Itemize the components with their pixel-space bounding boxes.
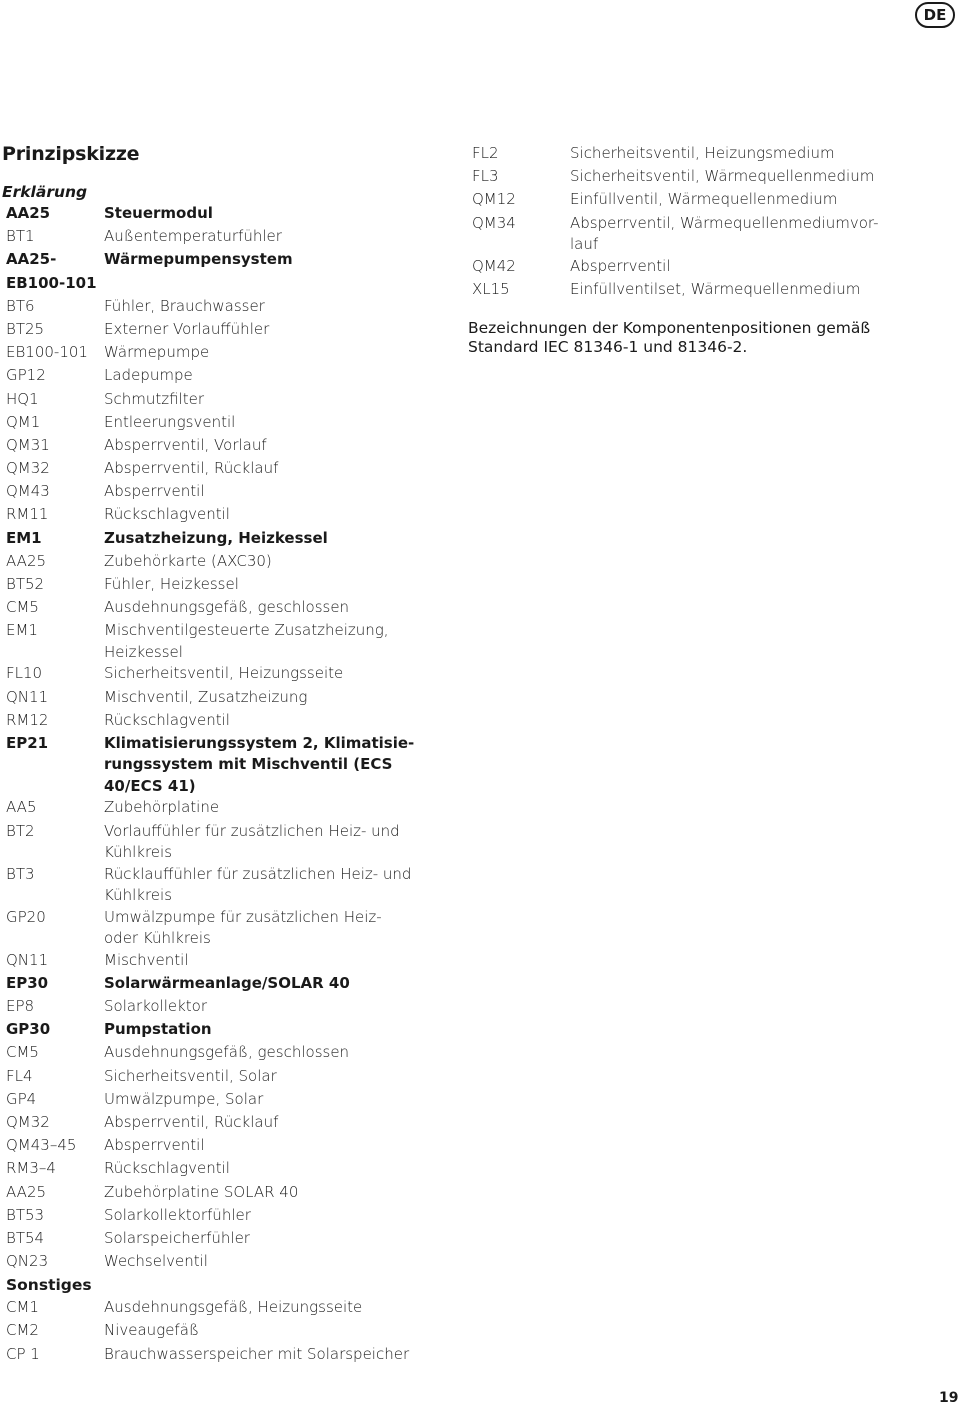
component-code: BT53 [6, 1205, 45, 1224]
component-code: QN11 [6, 687, 49, 706]
legend-continued-column [466, 143, 906, 357]
legend-row [0, 389, 440, 412]
component-description: Absperrventil [104, 1136, 205, 1155]
legend-row [0, 1344, 440, 1367]
legend-row [0, 1089, 440, 1112]
legend-continued-list [466, 143, 906, 302]
component-code: FL10 [6, 664, 43, 683]
component-code: QM31 [6, 435, 50, 454]
component-code: EP21 [6, 733, 49, 752]
legend-row [0, 687, 440, 710]
legend-row [0, 907, 440, 950]
component-code: CM1 [6, 1298, 39, 1317]
component-code: FL3 [472, 167, 499, 186]
component-code: AA25 [6, 1182, 47, 1201]
component-code: QN23 [6, 1252, 49, 1271]
component-description: Außentemperaturfühler [104, 227, 282, 246]
component-description: Umwälzpumpe für zusätzlichen Heiz- oder Kühlkreis [104, 907, 382, 948]
component-description: Ausdehnungsgefäß, geschlossen [104, 1043, 350, 1062]
component-description: Mischventil, Zusatzheizung [104, 687, 308, 706]
component-description: Absperrventil [104, 482, 205, 501]
component-code: QM32 [6, 1112, 50, 1131]
component-description: Fühler, Heizkessel [104, 575, 239, 593]
legend-row [466, 256, 906, 279]
component-code: BT3 [6, 864, 35, 883]
component-code: EP8 [6, 997, 35, 1015]
legend-row [0, 226, 440, 249]
legend-row [466, 166, 906, 189]
legend-row [0, 597, 440, 620]
component-description: Solarspeicherfühler [104, 1228, 250, 1247]
legend-row [0, 1158, 440, 1181]
legend-row [0, 1320, 440, 1343]
component-code: XL15 [472, 279, 510, 298]
component-description: Absperrventil, Vorlauf [104, 435, 267, 454]
component-description: Fühler, Brauchwasser [104, 296, 265, 315]
component-description: Zubehörplatine [104, 798, 220, 817]
component-description: Niveaugefäß [104, 1321, 200, 1340]
component-description: Rückschlagventil [104, 1159, 230, 1178]
component-description: Zubehörplatine SOLAR 40 [104, 1182, 299, 1201]
legend-row [0, 249, 440, 272]
legend-row [0, 1019, 440, 1042]
legend-row [0, 1297, 440, 1320]
page-number: 19 [939, 1390, 959, 1406]
component-description: Brauchwasserspeicher mit Solarspeicher [104, 1344, 410, 1363]
legend-row [0, 273, 440, 296]
component-description: Einfüllventilset, Wärmequellenmedium [570, 279, 861, 298]
component-description: Ausdehnungsgefäß, Heizungsseite [104, 1298, 363, 1317]
component-description: Wärmepumpe [104, 343, 210, 362]
component-description: Rückschlagventil [104, 710, 230, 729]
component-code: CP 1 [6, 1344, 40, 1363]
component-code: HQ1 [6, 389, 39, 408]
legend-list [0, 203, 440, 1274]
component-description: Wärmepumpensystem [104, 250, 293, 269]
legend-heading: Erklärung [2, 183, 88, 201]
legend-row [0, 481, 440, 504]
component-description: Mischventil [104, 950, 189, 969]
component-description: Absperrventil, Rücklauf [104, 459, 279, 478]
component-description: Vorlauffühler für zusätzlichen Heiz- und Kühlkreis [104, 821, 400, 862]
component-code: GP4 [6, 1089, 37, 1108]
component-code: BT25 [6, 319, 45, 338]
legend-row [466, 189, 906, 212]
component-code: BT52 [6, 575, 45, 593]
legend-row [0, 1251, 440, 1274]
component-description: Umwälzpumpe, Solar [104, 1089, 264, 1108]
component-code: EP30 [6, 973, 49, 992]
page-title: Prinzipskizze [2, 143, 140, 165]
component-code: EB100-101 [6, 343, 88, 362]
legend-row [0, 1112, 440, 1135]
component-code: QM43–45 [6, 1136, 77, 1155]
legend-row [0, 864, 440, 907]
legend-row [0, 551, 440, 574]
component-description: Zubehörkarte (AXC30) [104, 551, 272, 570]
legend-row [0, 710, 440, 733]
component-code: EB100-101 [6, 273, 97, 292]
component-description: Ausdehnungsgefäß, geschlossen [104, 598, 350, 617]
component-description: Steuermodul [104, 204, 213, 222]
component-code: BT1 [6, 227, 35, 246]
legend-row [0, 1042, 440, 1065]
component-description: Klimatisierungssystem 2, Klimatisie-rungssystem mit Mischventil (ECS 40/ECS 41) [104, 733, 415, 795]
component-code: AA5 [6, 798, 37, 817]
component-code: QM34 [472, 213, 516, 232]
legend-row [466, 279, 906, 302]
component-code: BT6 [6, 296, 35, 315]
component-code: BT2 [6, 821, 35, 840]
component-code: AA25- [6, 250, 57, 269]
component-code: AA25 [6, 204, 51, 222]
legend-row [0, 733, 440, 798]
component-description: Sicherheitsventil, Solar [104, 1066, 277, 1085]
legend-row [0, 1135, 440, 1158]
legend-row [0, 620, 440, 663]
component-code: EM1 [6, 528, 42, 547]
legend-row [466, 143, 906, 166]
legend-row [0, 365, 440, 388]
component-description: Rückschlagventil [104, 505, 230, 524]
other-list [0, 1297, 440, 1367]
component-description: Zusatzheizung, Heizkessel [104, 528, 328, 547]
component-code: CM2 [6, 1321, 39, 1340]
component-description: Pumpstation [104, 1020, 212, 1039]
legend-row [0, 973, 440, 996]
legend-row [0, 504, 440, 527]
legend-row [466, 213, 906, 256]
component-code: CM5 [6, 1043, 39, 1062]
legend-row [0, 412, 440, 435]
legend-row [0, 296, 440, 319]
component-description: Solarwärmeanlage/SOLAR 40 [104, 973, 350, 992]
component-description: Einfüllventil, Wärmequellenmedium [570, 190, 838, 209]
legend-row [0, 1066, 440, 1089]
component-description: Absperrventil, Wärmequellenmediumvor-lauf [570, 213, 879, 254]
other-heading: Sonstiges [6, 1276, 92, 1295]
component-description: Sicherheitsventil, Heizungsseite [104, 664, 344, 683]
component-code: RM11 [6, 505, 49, 524]
legend-row [0, 342, 440, 365]
component-code: EM1 [6, 621, 38, 640]
language-badge: DE [915, 2, 955, 28]
legend-row [0, 663, 440, 686]
legend-column [0, 181, 440, 1367]
legend-row [0, 319, 440, 342]
legend-row [0, 574, 440, 597]
legend-row [0, 996, 440, 1019]
component-code: AA25 [6, 551, 47, 570]
component-code: BT54 [6, 1228, 45, 1247]
legend-row [0, 1205, 440, 1228]
component-code: GP30 [6, 1020, 51, 1039]
legend-row [0, 797, 440, 820]
legend-row [0, 1228, 440, 1251]
component-code: GP12 [6, 366, 46, 385]
component-code: CM5 [6, 598, 39, 617]
component-description: Absperrventil, Rücklauf [104, 1112, 279, 1131]
component-description: Ladepumpe [104, 366, 193, 385]
component-description: Sicherheitsventil, Wärmequellenmedium [570, 167, 875, 186]
component-description: Externer Vorlauffühler [104, 319, 270, 338]
component-description: Wechselventil [104, 1252, 208, 1271]
component-description: Rücklauffühler für zusätzlichen Heiz- und Kühlkreis [104, 864, 412, 905]
legend-row [0, 821, 440, 864]
component-code: FL4 [6, 1066, 33, 1085]
legend-row [0, 950, 440, 973]
component-code: FL2 [472, 144, 499, 162]
component-description: Solarkollektorfühler [104, 1205, 251, 1224]
legend-row [0, 1182, 440, 1205]
standard-note: Bezeichnungen der Komponentenpositionen gemäß Standard IEC 81346-1 und 81346-2. [468, 318, 871, 356]
legend-row [0, 203, 440, 226]
legend-row [0, 435, 440, 458]
component-code: QN11 [6, 950, 49, 969]
component-code: QM43 [6, 482, 50, 501]
legend-row [0, 528, 440, 551]
component-description: Mischventilgesteuerte Zusatzheizung, Heizkessel [104, 621, 389, 661]
component-code: GP20 [6, 907, 46, 926]
component-code: RM3–4 [6, 1159, 56, 1178]
component-description: Schmutzfilter [104, 389, 205, 408]
component-description [104, 273, 440, 296]
component-code: QM12 [472, 190, 516, 209]
component-code: RM12 [6, 710, 49, 729]
component-description: Entleerungsventil [104, 412, 236, 431]
component-description: Solarkollektor [104, 997, 208, 1015]
component-description: Absperrventil [570, 256, 671, 275]
component-description: Sicherheitsventil, Heizungsmedium [570, 144, 835, 162]
component-code: QM32 [6, 459, 50, 478]
legend-row [0, 458, 440, 481]
component-code: QM1 [6, 412, 41, 431]
component-code: QM42 [472, 256, 516, 275]
